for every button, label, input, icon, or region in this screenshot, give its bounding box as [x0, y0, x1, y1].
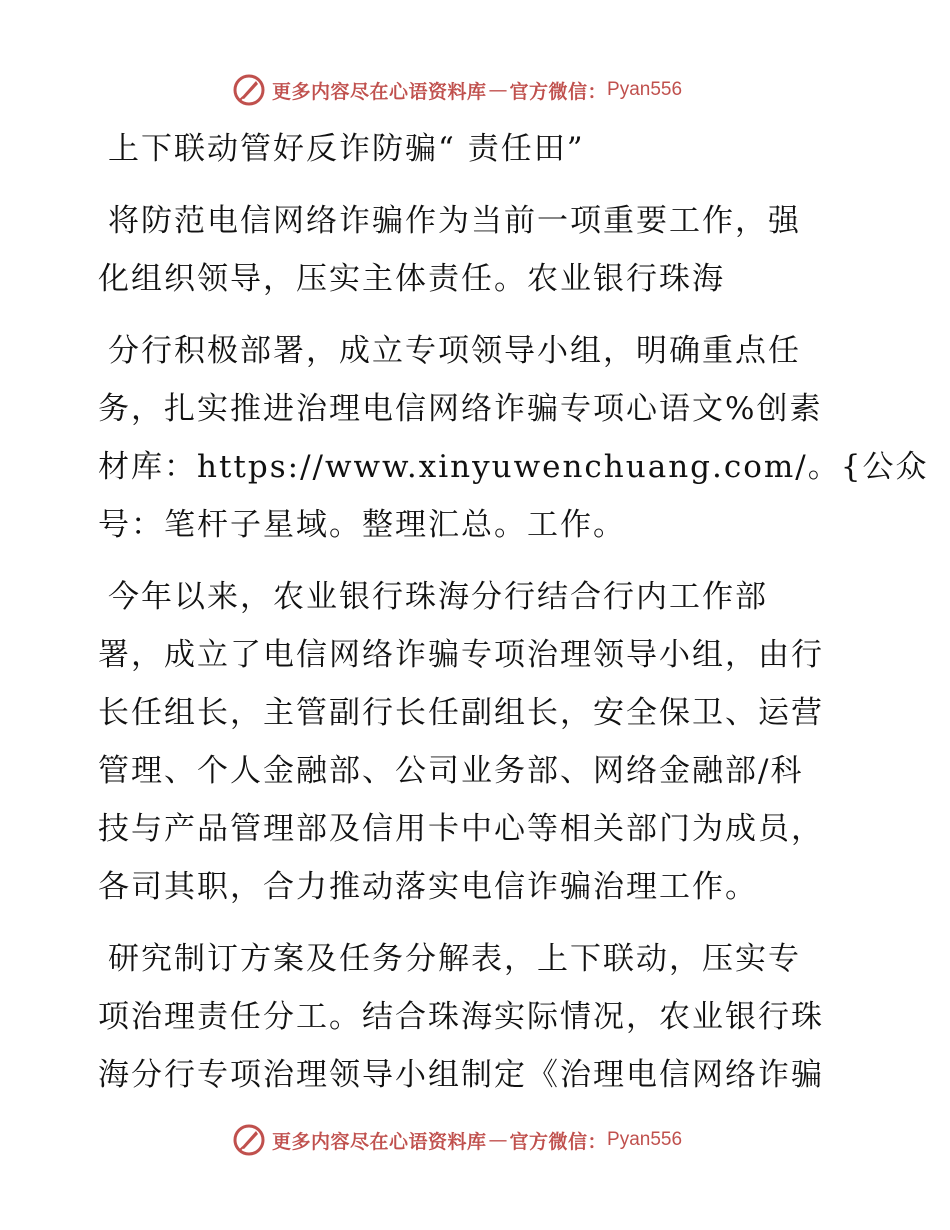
- watermark-handle: Pyan556: [607, 79, 683, 100]
- watermark-label: 官方微信：: [509, 80, 608, 103]
- watermark-handle: Pyan556: [607, 1129, 683, 1150]
- paragraph-4: [98, 930, 858, 1104]
- text-line: 将防范电信网络诈骗作为当前一项重要工作，强: [108, 203, 801, 239]
- text-line: 海分行专项治理领导小组制定《治理电信网络诈骗: [98, 1057, 824, 1093]
- text-line: 号：笔杆子星域。整理汇总。工作。: [98, 507, 626, 543]
- paragraph-3: [98, 568, 858, 916]
- text-line: 项治理责任分工。结合珠海实际情况，农业银行珠: [98, 999, 824, 1035]
- text-line: 长任组长，主管副行长任副组长，安全保卫、运营: [98, 695, 824, 731]
- quill-pen-seal-icon: [232, 1123, 266, 1157]
- document-body: [98, 120, 929, 1104]
- footer-watermark: [232, 1120, 732, 1160]
- text-line: 技与产品管理部及信用卡中心等相关部门为成员，: [98, 811, 824, 847]
- watermark-label: 官方微信：: [509, 1130, 608, 1153]
- watermark-text: 更多内容尽在心语资料库: [272, 1130, 487, 1153]
- text-line: 署，成立了电信网络诈骗专项治理领导小组，由行: [98, 637, 824, 673]
- watermark-separator: —: [488, 79, 508, 101]
- text-line: 研究制订方案及任务分解表，上下联动，压实专: [108, 941, 801, 977]
- paragraph-1: [98, 192, 858, 308]
- text-line: 各司其职，合力推动落实电信诈骗治理工作。: [98, 869, 758, 905]
- text-line: 材库：https://www.xinyuwenchuang.com/。{公众: [98, 449, 929, 485]
- document-title: 上下联动管好反诈防骗“ 责任田”: [108, 131, 585, 167]
- quill-pen-seal-icon: [232, 73, 266, 107]
- text-line: 分行积极部署，成立专项领导小组，明确重点任: [108, 333, 801, 369]
- header-watermark: [232, 70, 732, 110]
- text-line: 今年以来，农业银行珠海分行结合行内工作部: [108, 579, 768, 615]
- text-line: 管理、个人金融部、公司业务部、网络金融部/科: [98, 753, 804, 789]
- text-line: 化组织领导，压实主体责任。农业银行珠海: [98, 261, 725, 297]
- paragraph-2: [98, 322, 929, 554]
- text-line: 务，扎实推进治理电信网络诈骗专项心语文%创素: [98, 391, 823, 427]
- watermark-separator: —: [488, 1129, 508, 1151]
- watermark-text: 更多内容尽在心语资料库: [272, 80, 487, 103]
